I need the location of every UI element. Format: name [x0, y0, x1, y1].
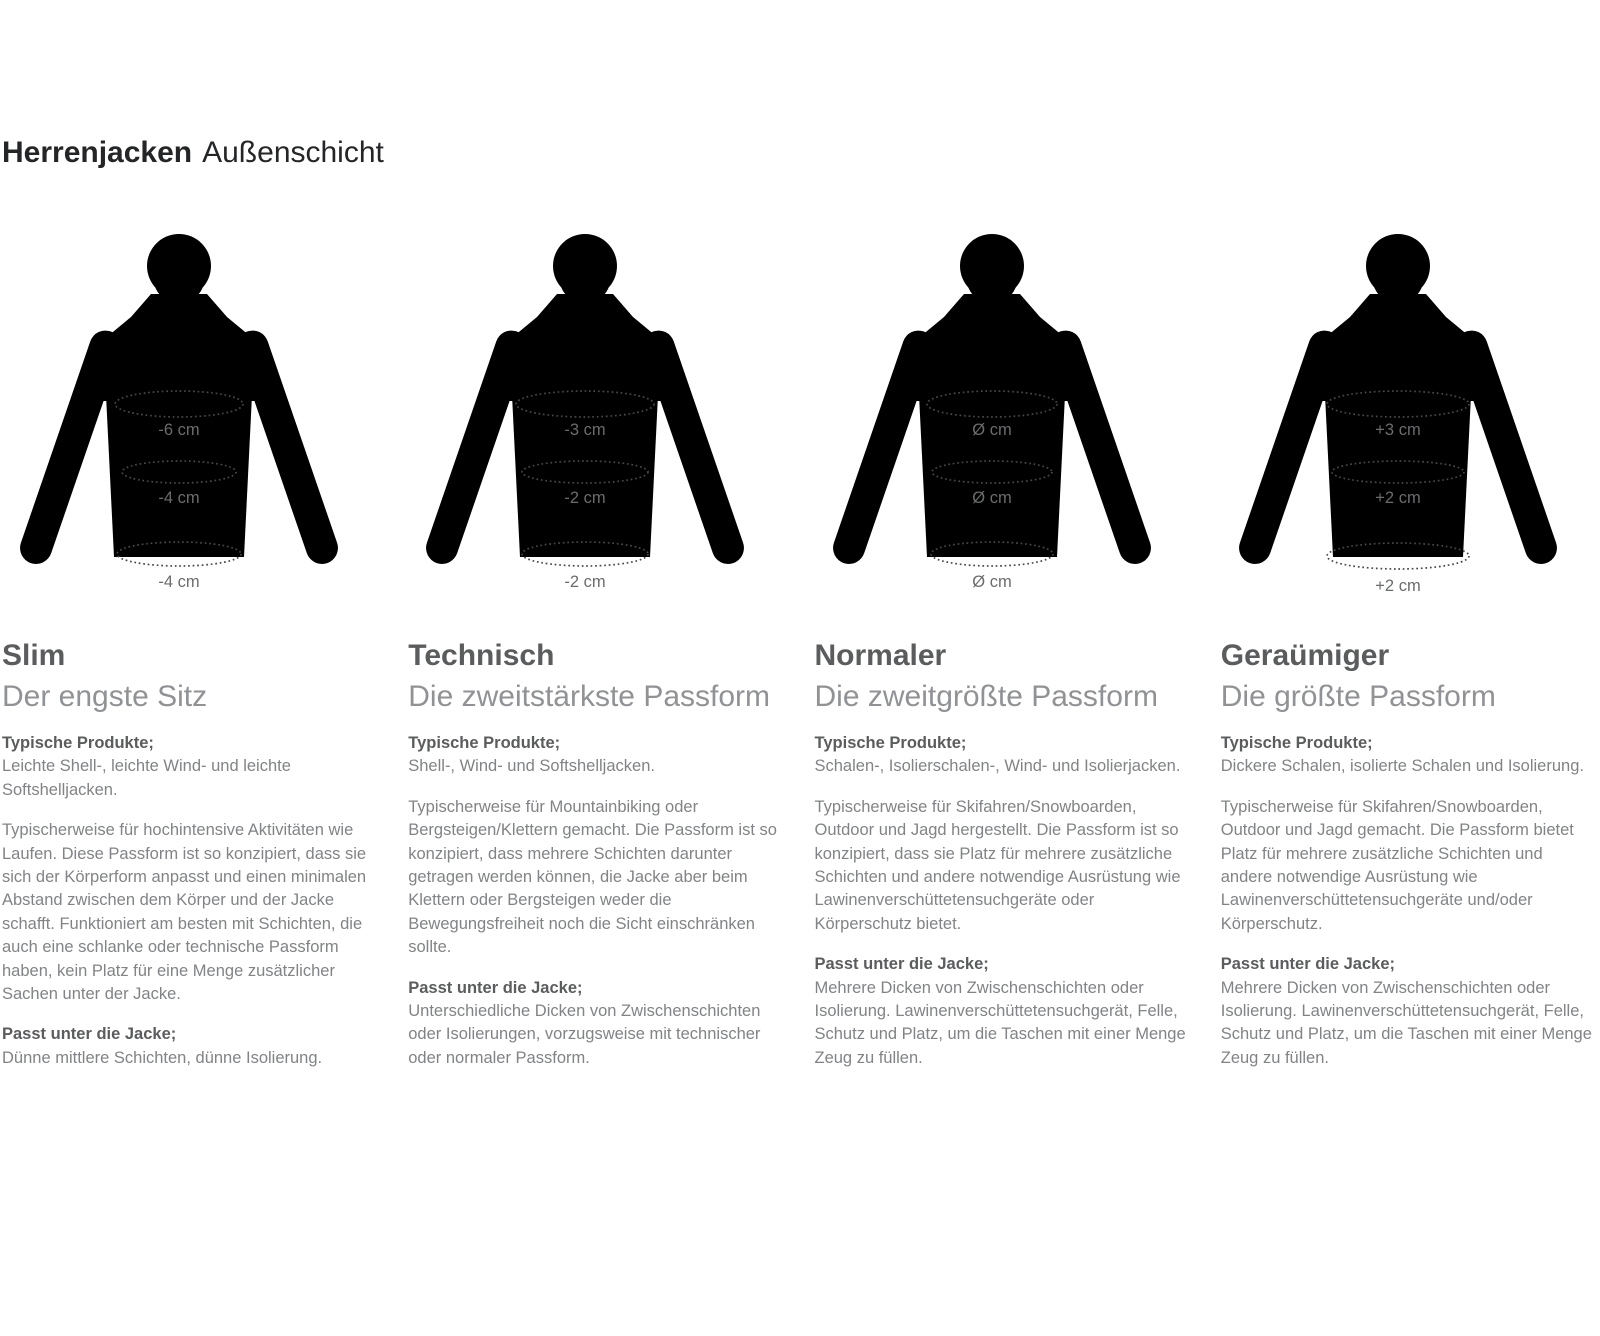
- fits-under-text: Unterschiedliche Dicken von Zwischenschichten oder Isolierungen, vorzugsweise mit technischer oder normaler Passform.: [408, 1002, 761, 1067]
- fit-name: Slim: [2, 639, 66, 672]
- products-text: Leichte Shell-, leichte Wind- und leichte Softshelljacken.: [2, 757, 291, 799]
- page-title-sub: Außenschicht: [202, 136, 384, 169]
- fit-tagline: Der engste Sitz: [2, 679, 208, 713]
- fits-under-label: Passt unter die Jacke;: [814, 955, 989, 974]
- hem-measurement: -4 cm: [158, 573, 200, 591]
- jacket-figure: [0, 229, 364, 609]
- fit-name: Technisch: [408, 639, 555, 672]
- waist-measurement: +2 cm: [1375, 489, 1421, 507]
- waist-measurement: -4 cm: [158, 489, 200, 507]
- fits-under-text: Mehrere Dicken von Zwischenschichten oder Isolierung. Lawinenverschüttetensuchgerät, Felle, Schutz und Platz, um die Taschen mit einer Menge Zeug zu füllen.: [814, 978, 1186, 1067]
- fit-name: Normaler: [814, 639, 947, 672]
- products-label: Typische Produkte;: [408, 734, 561, 752]
- fit-column-normaler: [815, 229, 1191, 1070]
- fit-tagline: Die größte Passform: [1220, 679, 1496, 713]
- waist-measurement: -2 cm: [564, 489, 606, 507]
- products-label: Typische Produkte;: [814, 734, 967, 752]
- hem-measurement: +2 cm: [1375, 577, 1421, 595]
- jacket-figure: [400, 229, 770, 609]
- fits-under-label: Passt unter die Jacke;: [408, 978, 583, 997]
- hem-measurement: -2 cm: [564, 573, 606, 591]
- fit-description: Typischerweise für Skifahren/Snowboarden, Outdoor und Jagd hergestellt. Die Passform ist so konzipiert, dass sie Platz für mehrere zusätzliche Schichten und andere notwendige Ausrüstung wie Lawinenverschüttetensuchgeräte oder Körperschutz bietet.: [814, 797, 1181, 933]
- fits-under-label: Passt unter die Jacke;: [2, 1025, 177, 1044]
- chest-measurement: -6 cm: [158, 421, 200, 439]
- products-text: Shell-, Wind- und Softshelljacken.: [408, 757, 655, 776]
- chest-measurement: Ø cm: [971, 421, 1012, 439]
- fit-guide-grid: [0, 229, 1600, 1070]
- fit-column-geraumiger: [1221, 229, 1597, 1070]
- page-title-main: Herrenjacken: [2, 136, 193, 169]
- chest-measurement: -3 cm: [564, 421, 606, 439]
- fit-tagline: Die zweitstärkste Passform: [408, 679, 771, 713]
- jacket-figure: [807, 229, 1177, 609]
- fits-under-text: Dünne mittlere Schichten, dünne Isolierung.: [2, 1048, 323, 1067]
- chest-measurement: +3 cm: [1375, 421, 1421, 439]
- fit-tagline: Die zweitgrößte Passform: [814, 679, 1158, 713]
- fits-under-label: Passt unter die Jacke;: [1220, 955, 1395, 974]
- fit-description: Typischerweise für hochintensive Aktivitäten wie Laufen. Diese Passform ist so konzipiert, dass sie sich der Körperform anpasst und einen minimalen Abstand zwischen dem Körper und der Jacke schafft. Funktioniert am besten mit Schichten, die auch eine schlanke oder technische Passform haben, kein Platz für eine Menge zusätzlicher Sachen unter der Jacke.: [2, 821, 367, 1004]
- products-label: Typische Produkte;: [2, 734, 154, 752]
- jacket-figure: [1213, 229, 1583, 609]
- fit-description: Typischerweise für Mountainbiking oder Bergsteigen/Klettern gemacht. Die Passform ist so konzipiert, dass mehrere Schichten darunter getragen werden können, die Jacke aber beim Klettern oder Bergsteigen weder die Bewegungsfreiheit noch die Sicht einschränken sollte.: [408, 797, 777, 957]
- fit-column-technisch: [408, 229, 784, 1070]
- waist-measurement: Ø cm: [971, 489, 1012, 507]
- products-label: Typische Produkte;: [1220, 734, 1373, 752]
- fits-under-text: Mehrere Dicken von Zwischenschichten oder Isolierung. Lawinenverschüttetensuchgerät, Felle, Schutz und Platz, um die Taschen mit einer Menge Zeug zu füllen.: [1220, 978, 1592, 1067]
- products-text: Schalen-, Isolierschalen-, Wind- und Isolierjacken.: [814, 757, 1181, 776]
- products-text: Dickere Schalen, isolierte Schalen und Isolierung.: [1220, 757, 1584, 776]
- fit-description: Typischerweise für Skifahren/Snowboarden, Outdoor und Jagd gemacht. Die Passform bietet Platz für mehrere zusätzliche Schichten und andere notwendige Ausrüstung wie Lawinenverschüttetensuchgeräte und/oder Körperschutz.: [1220, 797, 1574, 933]
- fit-name: Geraümiger: [1220, 639, 1390, 672]
- page-title: [2, 136, 1600, 169]
- hem-measurement: Ø cm: [971, 573, 1012, 591]
- page-header: [2, 136, 1600, 169]
- fit-column-slim: [2, 229, 378, 1070]
